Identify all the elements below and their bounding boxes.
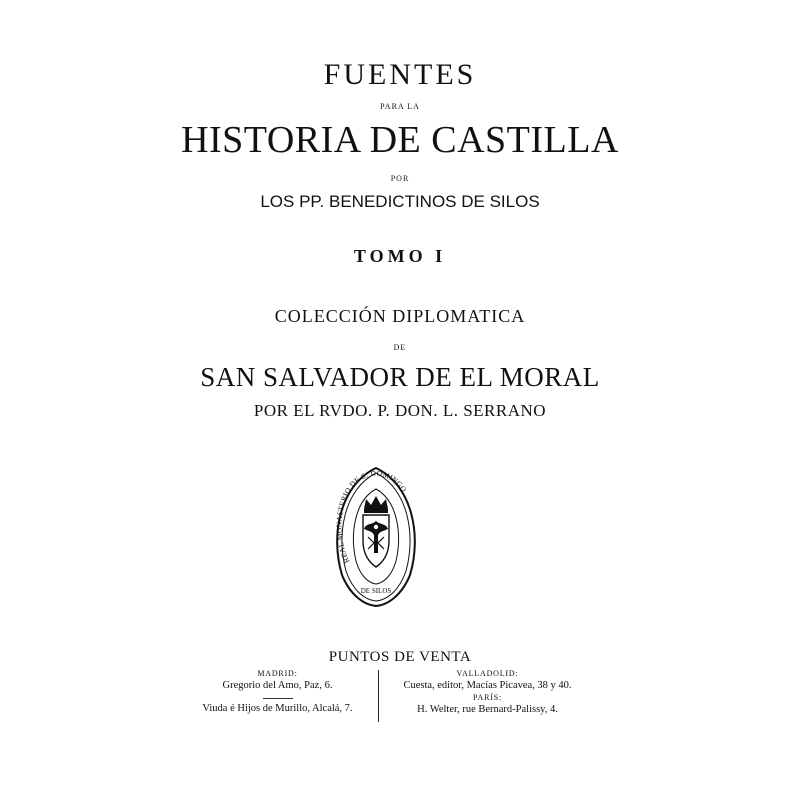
authors: LOS PP. BENEDICTINOS DE SILOS (260, 192, 540, 211)
city-valladolid: VALLADOLID: (456, 669, 519, 678)
collection-connector: DE (393, 343, 407, 352)
short-divider (263, 698, 293, 699)
sales-heading: PUNTOS DE VENTA (328, 649, 472, 665)
seller-cuesta: Cuesta, editor, Macías Picavea, 38 y 40. (403, 680, 572, 691)
editor-line: POR EL RVDO. P. DON. L. SERRANO (253, 401, 547, 420)
volume-label: TOMO I (353, 246, 447, 266)
city-paris: PARÍS: (473, 693, 502, 702)
series-title: FUENTES (323, 58, 477, 91)
city-madrid: MADRID: (257, 669, 298, 678)
collection-name: SAN SALVADOR DE EL MORAL (200, 362, 600, 392)
sales-points (180, 668, 620, 724)
seller-murillo: Viuda é Hijos de Murillo, Alcalá, 7. (202, 703, 353, 714)
monastery-seal-icon (330, 465, 422, 609)
svg-text:REAL MONASTERIO DE S. DOMINGO: REAL MONASTERIO DE S. DOMINGO (334, 468, 409, 565)
sales-madrid (180, 668, 375, 715)
series-connector: PARA LA (380, 102, 420, 111)
collection-heading: COLECCIÓN DIPLOMATICA (274, 306, 526, 326)
seller-welter: H. Welter, rue Bernard-Palissy, 4. (417, 704, 558, 715)
column-divider (378, 670, 379, 722)
sales-valladolid-paris (390, 668, 585, 716)
svg-text:DE SILOS: DE SILOS (360, 587, 392, 595)
seller-gregorio: Gregorio del Amo, Paz, 6. (222, 680, 333, 691)
main-title: HISTORIA DE CASTILLA (181, 119, 619, 161)
by-label: POR (390, 174, 410, 183)
